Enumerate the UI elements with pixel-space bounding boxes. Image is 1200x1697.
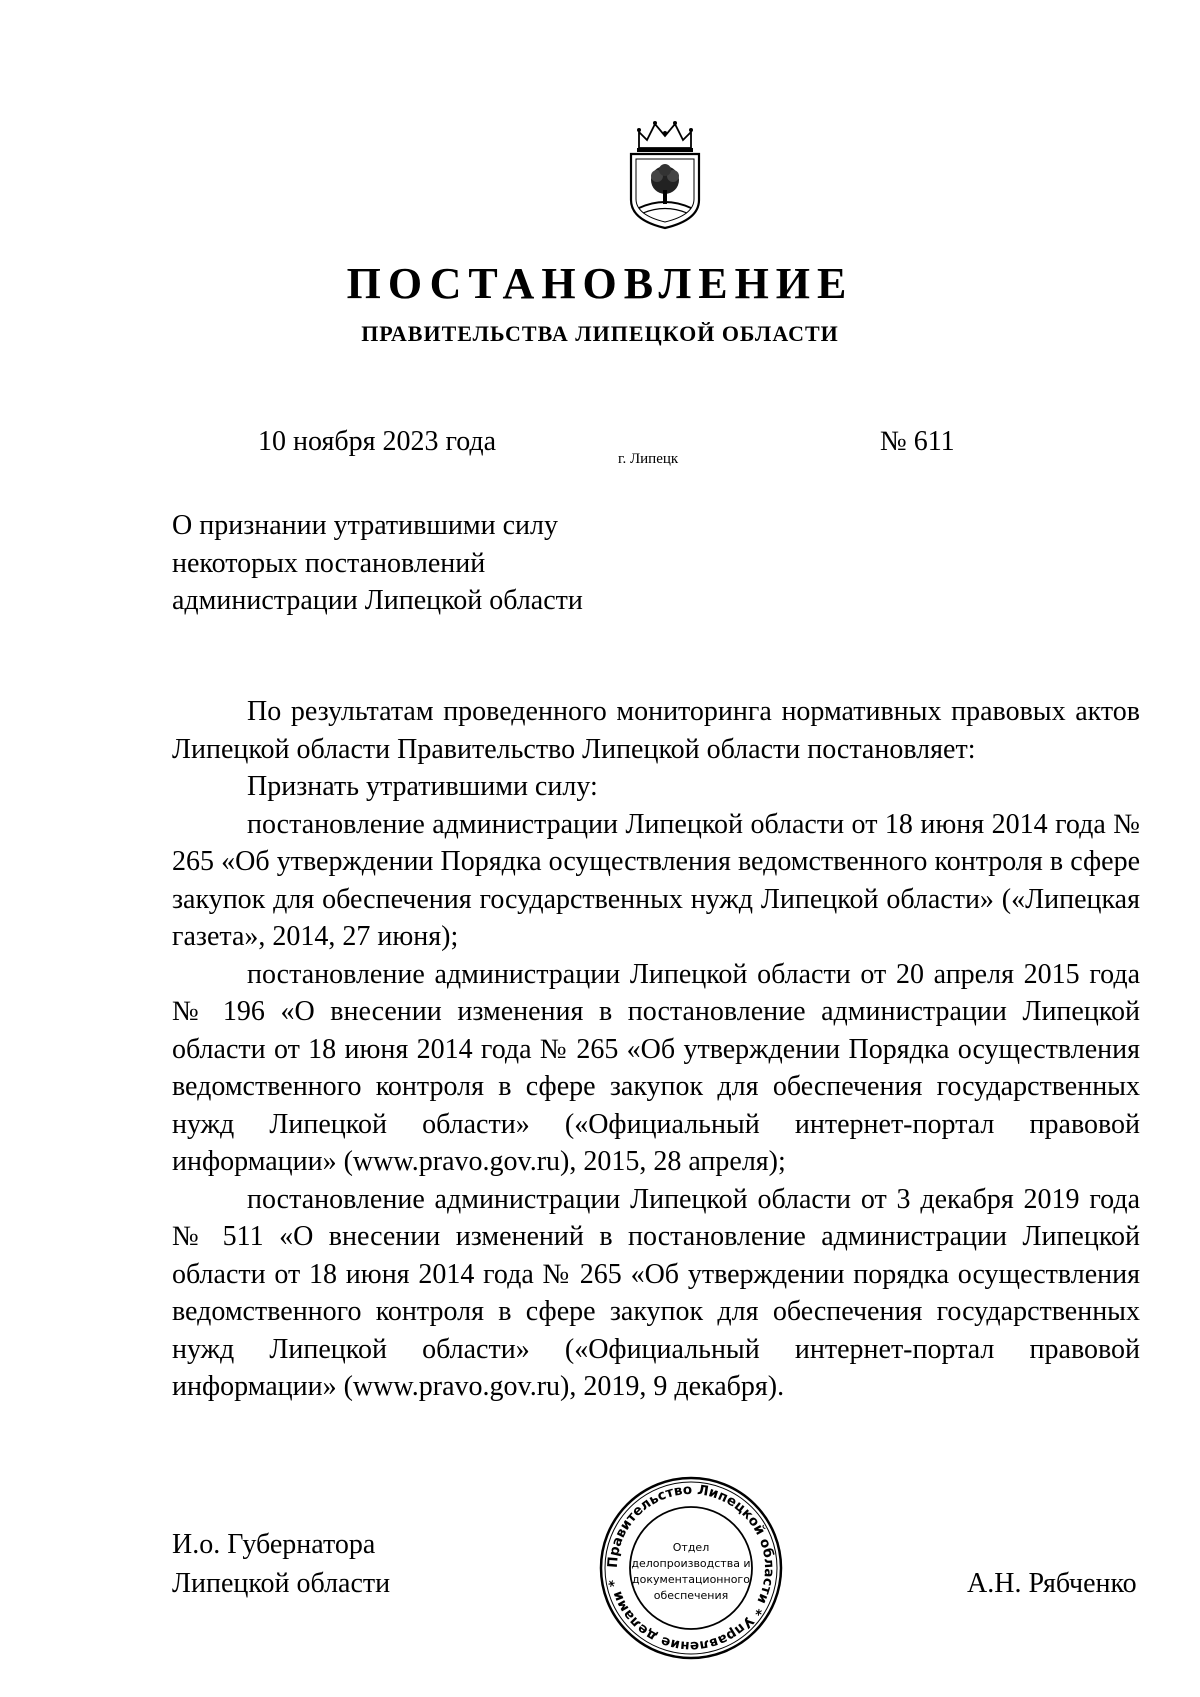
signatory-position-line: И.о. Губернатора [172,1529,376,1560]
coat-of-arms-icon [625,118,705,230]
signatory-position-line: Липецкой области [172,1568,391,1599]
body-paragraph: постановление администрации Липецкой области от 3 декабря 2019 года № 511 «О внесении изменений в постановление администрации Липецкой области от 18 июня 2014 года № 265 «Об утверждении порядка осуществления ведомственного контроля в сфере закупок для обеспечения государственных нужд Липецкой области» («Официальный интернет-портал правовой информации» (www.pravo.gov.ru), 2019, 9 декабря). [172,1183,1140,1402]
document-city: г. Липецк [618,451,679,467]
signatory-name: А.Н. Рябченко [967,1568,1137,1599]
body-paragraph: постановление администрации Липецкой области от 18 июня 2014 года № 265 «Об утверждении Порядка осуществления ведомственного контроля в сфере закупок для обеспечения государственных нужд Липецкой области» («Липецкая газета», 2014, 27 июня); [172,808,1140,952]
subject-line: О признании утратившими силу [172,510,558,541]
body-paragraph: Признать утратившими силу: [247,771,598,802]
stamp-center-text: Отдел [672,1541,710,1554]
document-number: № 611 [880,426,955,457]
subject-line: некоторых постановлений [172,547,486,579]
stamp-center-text: документационного [632,1573,750,1586]
document-title: ПОСТАНОВЛЕНИЕ [346,259,854,308]
subject-line: администрации Липецкой области [172,585,583,616]
stamp-center-text: обеспечения [653,1589,729,1602]
document-body [172,693,1140,1406]
body-paragraph: постановление администрации Липецкой области от 20 апреля 2015 года № 196 «О внесении изменения в постановление администрации Липецкой области от 18 июня 2014 года № 265 «Об утверждении Порядка осуществления ведомственного контроля в сфере закупок для обеспечения государственных нужд Липецкой области» («Официальный интернет-портал правовой информации» (www.pravo.gov.ru), 2015, 28 апреля); [172,958,1140,1177]
official-stamp [598,1475,784,1661]
body-paragraph: По результатам проведенного мониторинга нормативных правовых актов Липецкой области Правительство Липецкой области постановляет: [172,696,1140,765]
document-subject [172,507,732,620]
stamp-ring-text: Правительство Липецкой области * Управление делами * [604,1481,778,1655]
stamp-center-text: делопроизводства и [631,1557,751,1570]
signatory-position [172,1525,390,1603]
document-date: 10 ноября 2023 года [258,426,497,457]
issuing-authority: ПРАВИТЕЛЬСТВА ЛИПЕЦКОЙ ОБЛАСТИ [361,321,839,346]
